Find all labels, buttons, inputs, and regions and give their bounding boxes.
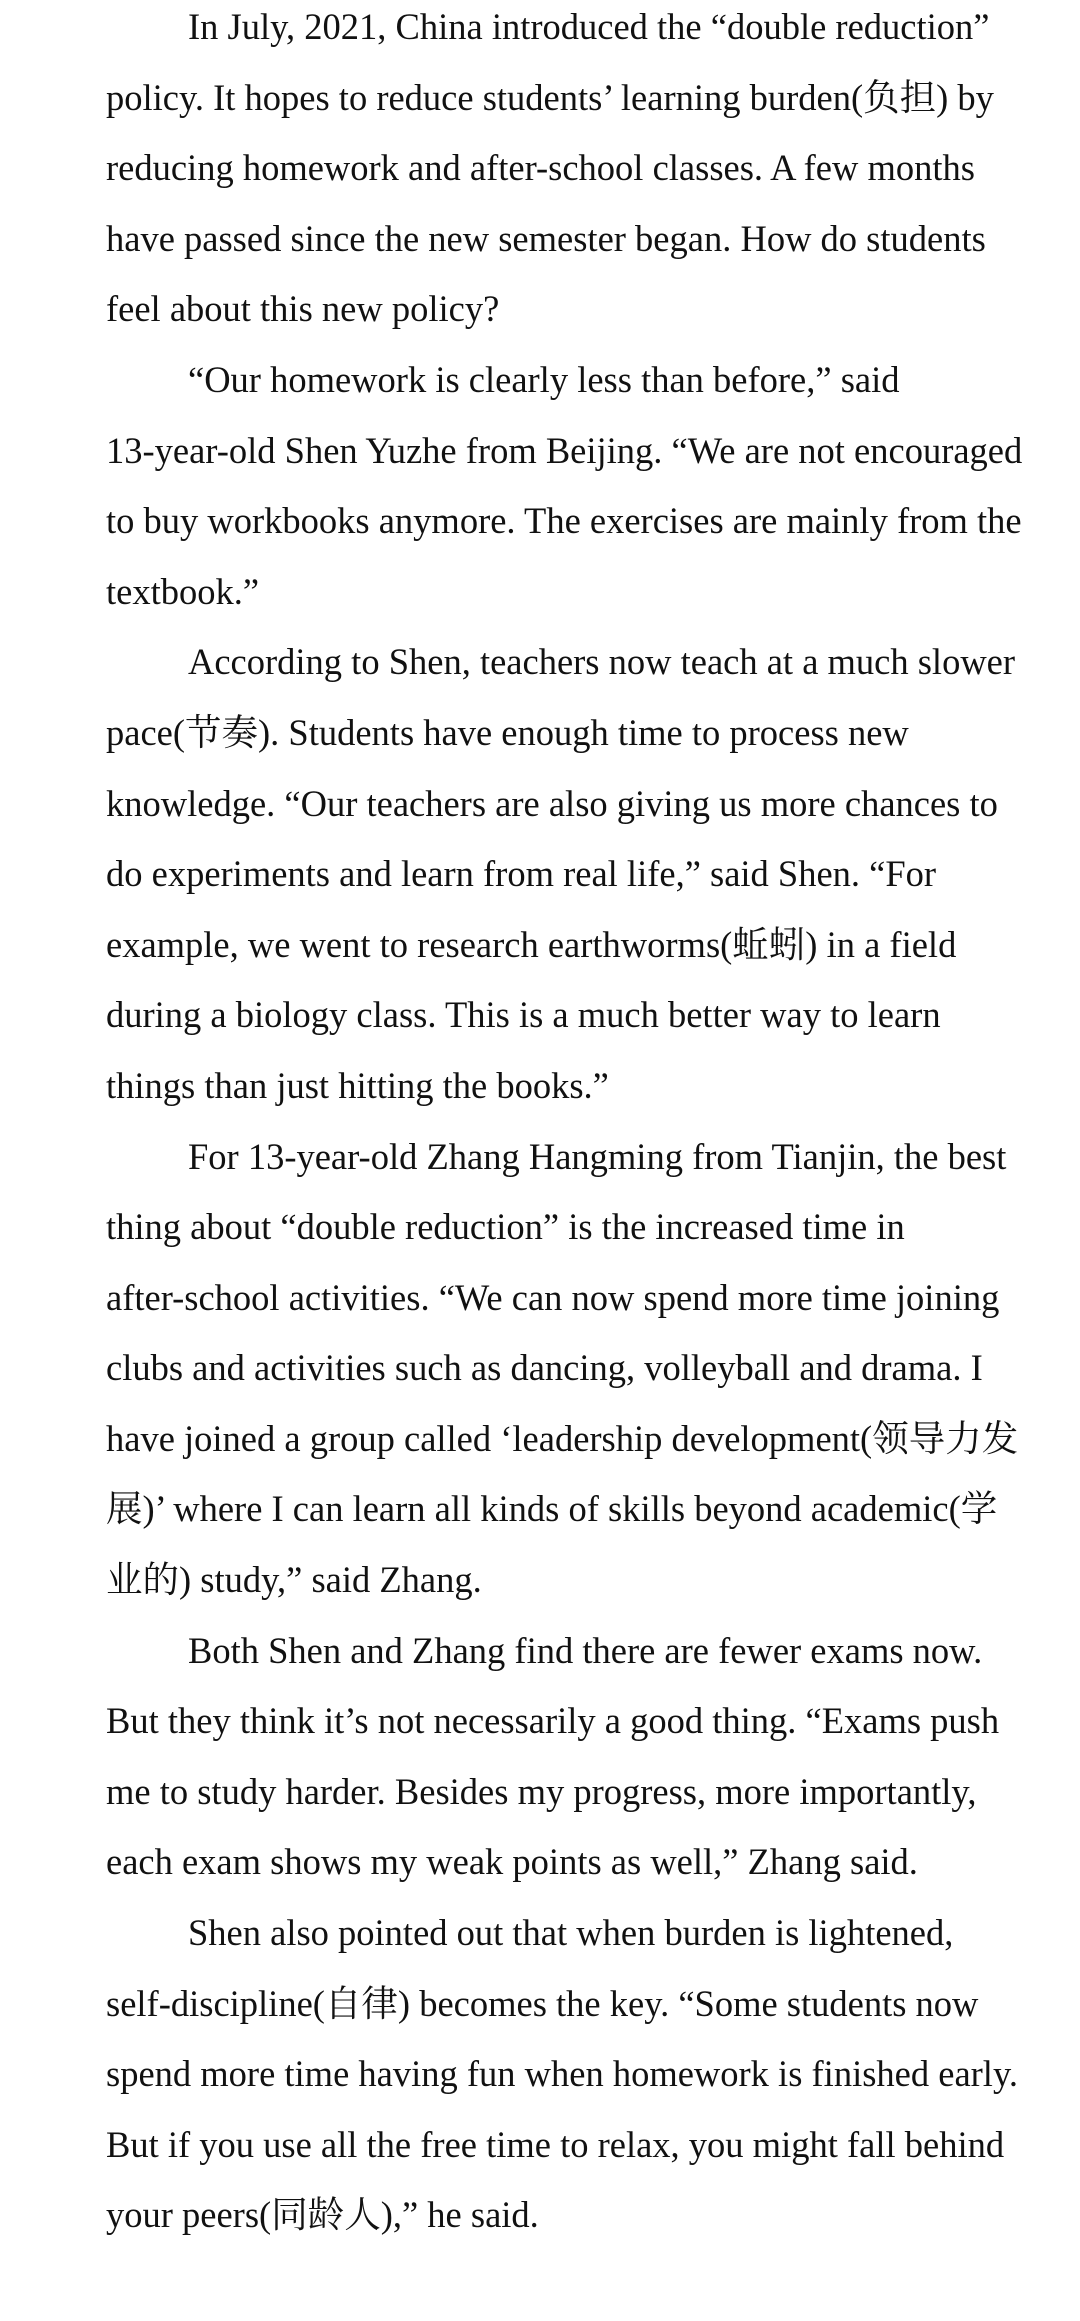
text-line: According to Shen, teachers now teach at a much slower: [188, 641, 1016, 683]
text-line: Both Shen and Zhang find there are fewer exams now.: [188, 1629, 983, 1671]
text-line: pace(节奏). Students have enough time to process new: [106, 711, 909, 753]
text-line: to buy workbooks anymore. The exercises are mainly from the: [106, 500, 1022, 542]
paragraph-2: [24, 345, 1058, 627]
text-line: policy. It hopes to reduce students’ learning burden(负担) by: [106, 76, 994, 118]
text-line: But if you use all the free time to relax, you might fall behind: [106, 2123, 1005, 2165]
text-line: each exam shows my weak points as well,” Zhang said.: [106, 1841, 918, 1883]
paragraph-1: [24, 0, 1058, 345]
text-line: “Our homework is clearly less than before,” said: [188, 358, 900, 400]
text-line: clubs and activities such as dancing, volleyball and drama. I: [106, 1347, 983, 1389]
text-line: do experiments and learn from real life,” said Shen. “For: [106, 853, 937, 895]
text-line: me to study harder. Besides my progress, more importantly,: [106, 1770, 977, 1812]
text-line: example, we went to research earthworms(蚯蚓) in a field: [106, 923, 957, 965]
text-line: have joined a group called ‘leadership development(领导力发: [106, 1417, 1019, 1459]
text-line: Shen also pointed out that when burden is lightened,: [188, 1912, 954, 1954]
text-line: feel about this new policy?: [106, 288, 500, 330]
text-line: during a biology class. This is a much better way to learn: [106, 994, 941, 1036]
text-line: 展)’ where I can learn all kinds of skills beyond academic(学: [106, 1488, 998, 1530]
text-line: knowledge. “Our teachers are also giving us more chances to: [106, 782, 998, 824]
paragraph-6: [24, 1898, 1058, 2251]
text-line: But they think it’s not necessarily a good thing. “Exams push: [106, 1700, 1000, 1742]
text-line: spend more time having fun when homework is finished early.: [106, 2053, 1018, 2095]
paragraph-5: [24, 1616, 1058, 1898]
text-line: 业的) study,” said Zhang.: [106, 1559, 482, 1601]
text-line: reducing homework and after-school classes. A few months: [106, 147, 975, 189]
paragraph-4: [24, 1122, 1058, 1616]
text-line: self-discipline(自律) becomes the key. “Some students now: [106, 1982, 979, 2024]
text-line: thing about “double reduction” is the increased time in: [106, 1206, 905, 1248]
text-line: textbook.”: [106, 570, 260, 612]
paragraph-3: [24, 627, 1058, 1121]
text-line: In July, 2021, China introduced the “double reduction”: [188, 6, 990, 47]
text-line: have passed since the new semester began. How do students: [106, 217, 986, 259]
text-line: after-school activities. “We can now spend more time joining: [106, 1276, 1000, 1318]
text-line: your peers(同龄人),” he said.: [106, 2194, 539, 2236]
text-line: For 13-year-old Zhang Hangming from Tianjin, the best: [188, 1135, 1007, 1177]
text-line: things than just hitting the books.”: [106, 1064, 609, 1106]
text-line: 13-year-old Shen Yuzhe from Beijing. “We are not encouraged: [106, 429, 1023, 471]
